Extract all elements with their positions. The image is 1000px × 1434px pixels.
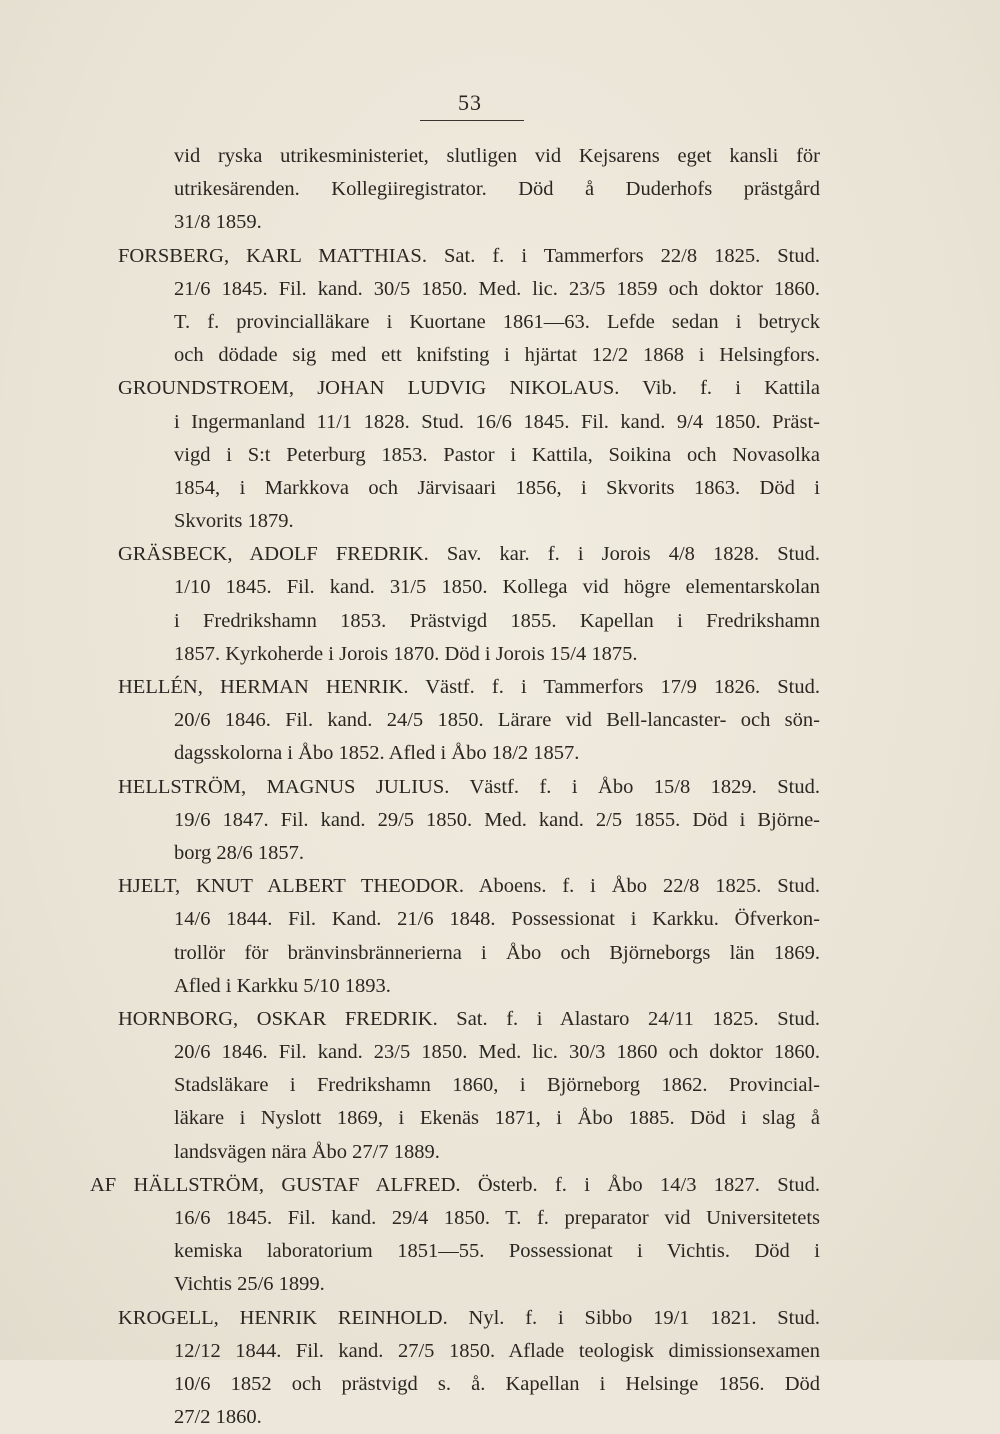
header-rule — [420, 120, 524, 121]
text-line: 19/6 1847. Fil. kand. 29/5 1850. Med. kand. 2/5 1855. Död i Björne- — [174, 808, 820, 831]
text-line: GROUNDSTROEM, JOHAN LUDVIG NIKOLAUS. Vib. f. i Kattila — [118, 377, 820, 400]
text-line: Stadsläkare i Fredrikshamn 1860, i Björneborg 1862. Provincial- — [174, 1074, 820, 1097]
text-line: GRÄSBECK, ADOLF FREDRIK. Sav. kar. f. i Jorois 4/8 1828. Stud. — [118, 543, 820, 566]
text-line: 1854, i Markkova och Järvisaari 1856, i Skvorits 1863. Död i — [174, 476, 820, 499]
text-line: 14/6 1844. Fil. Kand. 21/6 1848. Possessionat i Karkku. Öfverkon- — [174, 908, 820, 931]
text-line: Afled i Karkku 5/10 1893. — [174, 974, 391, 997]
text-line: i Fredrikshamn 1853. Prästvigd 1855. Kapellan i Fredrikshamn — [174, 609, 820, 632]
text-line: AF HÄLLSTRÖM, GUSTAF ALFRED. Österb. f. i Åbo 14/3 1827. Stud. — [90, 1173, 820, 1196]
text-line: vid ryska utrikesministeriet, slutligen vid Kejsarens eget kansli för — [174, 145, 820, 167]
text-line: 16/6 1845. Fil. kand. 29/4 1850. T. f. preparator vid Universitetets — [174, 1207, 820, 1229]
text-line: 21/6 1845. Fil. kand. 30/5 1850. Med. lic. 23/5 1859 och doktor 1860. — [174, 277, 820, 300]
text-line: och dödade sig med ett knifsting i hjärtat 12/2 1868 i Helsingfors. — [174, 344, 820, 367]
page-number: 53 — [458, 90, 482, 115]
text-line: HELLSTRÖM, MAGNUS JULIUS. Västf. f. i Åbo 15/8 1829. Stud. — [118, 775, 820, 798]
text-line: landsvägen nära Åbo 27/7 1889. — [174, 1140, 440, 1163]
text-line: 1/10 1845. Fil. kand. 31/5 1850. Kollega vid högre elementarskolan — [174, 576, 820, 599]
text-line: vigd i S:t Peterburg 1853. Pastor i Kattila, Soikina och Novasolka — [174, 443, 820, 466]
text-line: 12/12 1844. Fil. kand. 27/5 1850. Aflade teologisk dimissionsexamen — [174, 1339, 820, 1362]
text-line: KROGELL, HENRIK REINHOLD. Nyl. f. i Sibbo 19/1 1821. Stud. — [118, 1306, 820, 1329]
text-line: 10/6 1852 och prästvigd s. å. Kapellan i Helsinge 1856. Död — [174, 1372, 820, 1395]
text-line: 31/8 1859. — [174, 211, 262, 234]
text-line: 27/2 1860. — [174, 1406, 262, 1429]
text-line: dagsskolorna i Åbo 1852. Afled i Åbo 18/2 1857. — [174, 742, 580, 765]
text-line: läkare i Nyslott 1869, i Ekenäs 1871, i Åbo 1885. Död i slag å — [174, 1107, 820, 1130]
text-line: Skvorits 1879. — [174, 510, 294, 533]
text-line: HELLÉN, HERMAN HENRIK. Västf. f. i Tammerfors 17/9 1826. Stud. — [118, 676, 820, 698]
text-line: 20/6 1846. Fil. kand. 24/5 1850. Lärare vid Bell-lancaster- och sön- — [174, 709, 820, 732]
text-line: i Ingermanland 11/1 1828. Stud. 16/6 1845. Fil. kand. 9/4 1850. Präst- — [174, 410, 820, 433]
text-line: kemiska laboratorium 1851—55. Possessionat i Vichtis. Död i — [174, 1240, 820, 1263]
text-line: HJELT, KNUT ALBERT THEODOR. Aboens. f. i Åbo 22/8 1825. Stud. — [118, 875, 820, 898]
text-line: 1857. Kyrkoherde i Jorois 1870. Död i Jorois 15/4 1875. — [174, 642, 638, 665]
text-line: trollör för bränvinsbrännerierna i Åbo och Björneborgs län 1869. — [174, 941, 820, 964]
text-line: borg 28/6 1857. — [174, 841, 305, 864]
text-line: 20/6 1846. Fil. kand. 23/5 1850. Med. lic. 30/3 1860 och doktor 1860. — [174, 1041, 820, 1064]
text-line: T. f. provincialläkare i Kuortane 1861—63. Lefde sedan i betryck — [174, 310, 820, 333]
text-line: utrikesärenden. Kollegiiregistrator. Död å Duderhofs prästgård — [174, 178, 820, 201]
text-line: Vichtis 25/6 1899. — [174, 1273, 325, 1296]
text-line: HORNBORG, OSKAR FREDRIK. Sat. f. i Alastaro 24/11 1825. Stud. — [118, 1007, 820, 1030]
biographical-entries — [90, 140, 820, 1434]
text-line: FORSBERG, KARL MATTHIAS. Sat. f. i Tammerfors 22/8 1825. Stud. — [118, 244, 820, 267]
